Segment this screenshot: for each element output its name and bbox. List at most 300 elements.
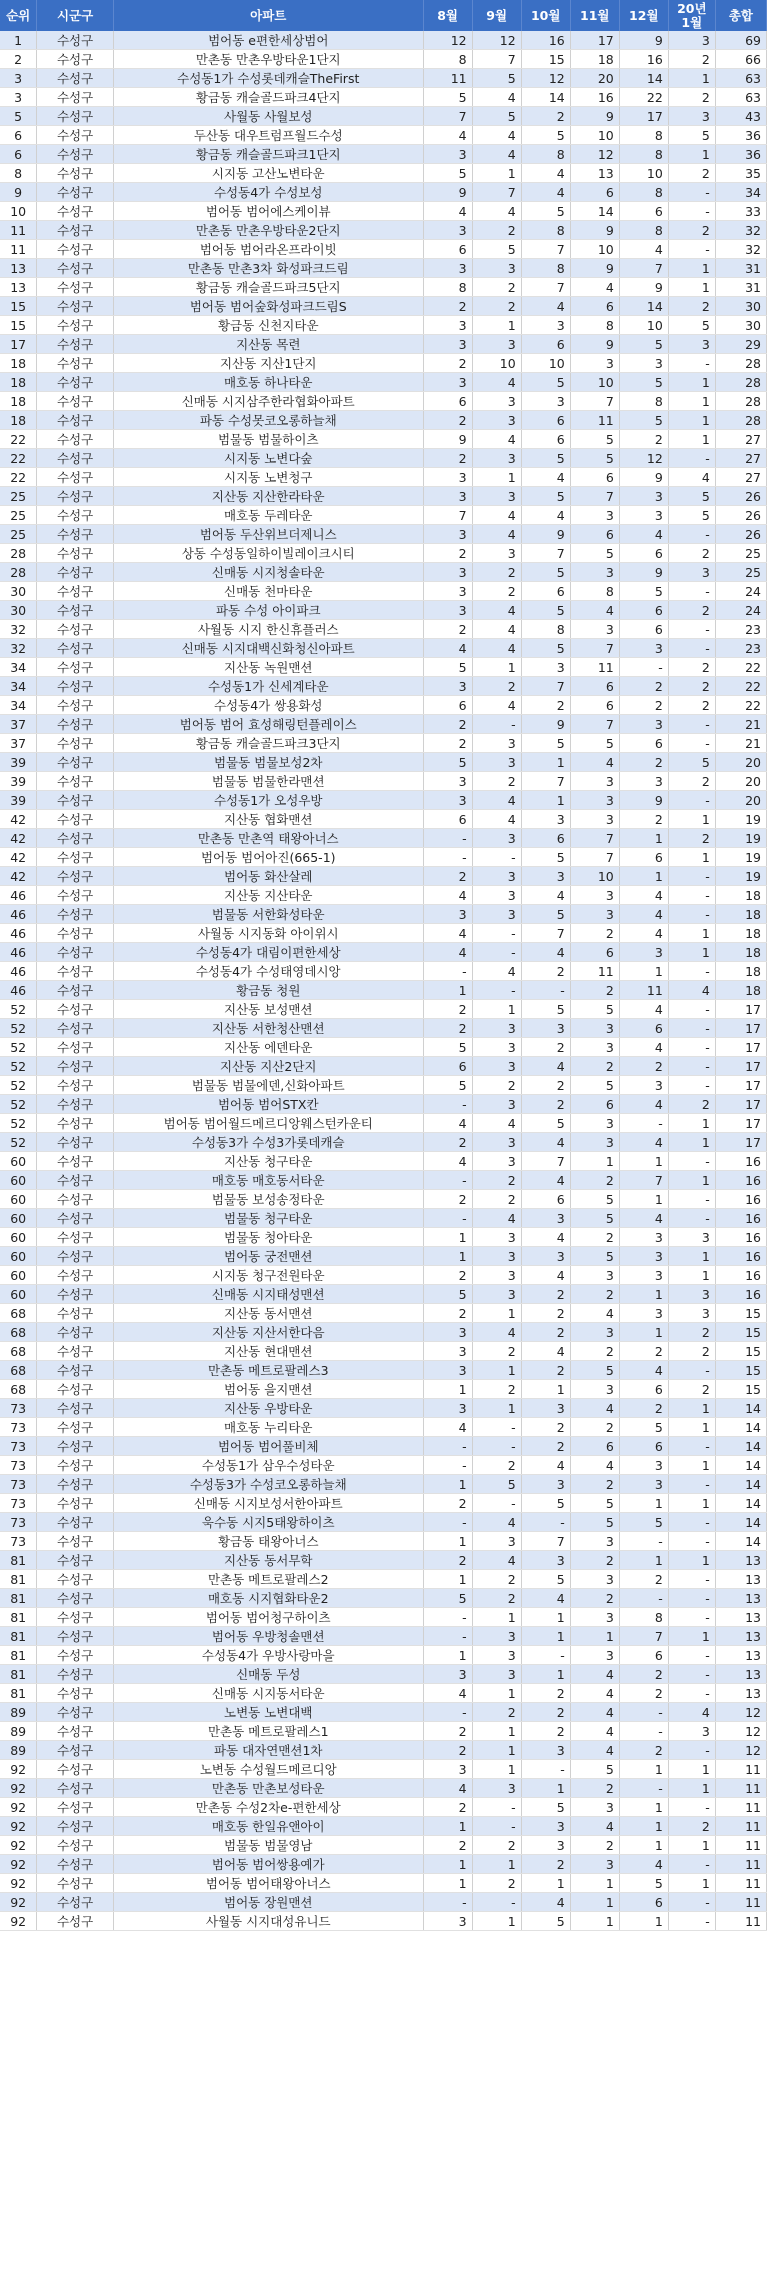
- aug-cell: 3: [423, 487, 472, 506]
- nov-cell: 2: [570, 1418, 619, 1437]
- jan-cell: -: [668, 1057, 715, 1076]
- aug-cell: 1: [423, 1380, 472, 1399]
- apartment-cell: 지산동 지산한라타운: [113, 487, 423, 506]
- rank-cell: 81: [0, 1551, 37, 1570]
- aug-cell: 2: [423, 1494, 472, 1513]
- total-cell: 16: [715, 1247, 766, 1266]
- table-row: [0, 715, 767, 734]
- aug-cell: 2: [423, 1304, 472, 1323]
- table-row: [0, 392, 767, 411]
- apartment-cell: 매호동 하나타운: [113, 373, 423, 392]
- district-cell: 수성구: [37, 183, 114, 202]
- jan-cell: -: [668, 734, 715, 753]
- jan-cell: 2: [668, 677, 715, 696]
- nov-cell: 2: [570, 1475, 619, 1494]
- dec-cell: 2: [619, 1399, 668, 1418]
- nov-cell: 2: [570, 1836, 619, 1855]
- jan-cell: 2: [668, 88, 715, 107]
- oct-cell: 3: [521, 1247, 570, 1266]
- aug-cell: 5: [423, 164, 472, 183]
- district-cell: 수성구: [37, 1779, 114, 1798]
- sep-cell: 2: [472, 221, 521, 240]
- oct-cell: 5: [521, 1114, 570, 1133]
- district-cell: 수성구: [37, 620, 114, 639]
- column-header-district: 시군구: [37, 0, 114, 31]
- sep-cell: 3: [472, 1266, 521, 1285]
- total-cell: 11: [715, 1893, 766, 1912]
- apartment-cell: 황금동 캐슬골드파크3단지: [113, 734, 423, 753]
- district-cell: 수성구: [37, 1722, 114, 1741]
- district-cell: 수성구: [37, 506, 114, 525]
- district-cell: 수성구: [37, 1874, 114, 1893]
- dec-cell: 11: [619, 981, 668, 1000]
- sep-cell: 3: [472, 1665, 521, 1684]
- oct-cell: 7: [521, 278, 570, 297]
- jan-cell: 2: [668, 544, 715, 563]
- apartment-cell: 수성동4가 우방사랑마을: [113, 1646, 423, 1665]
- oct-cell: 3: [521, 1817, 570, 1836]
- apartment-cell: 범물동 범물보성2차: [113, 753, 423, 772]
- dec-cell: 4: [619, 1000, 668, 1019]
- total-cell: 19: [715, 810, 766, 829]
- rank-cell: 18: [0, 411, 37, 430]
- total-cell: 28: [715, 354, 766, 373]
- nov-cell: 4: [570, 1817, 619, 1836]
- aug-cell: 3: [423, 1760, 472, 1779]
- sep-cell: 4: [472, 525, 521, 544]
- rank-cell: 28: [0, 544, 37, 563]
- apartment-cell: 매호동 누리타운: [113, 1418, 423, 1437]
- table-row: [0, 753, 767, 772]
- oct-cell: 8: [521, 221, 570, 240]
- apartment-cell: 파동 수성 아이파크: [113, 601, 423, 620]
- sep-cell: 4: [472, 430, 521, 449]
- table-row: [0, 791, 767, 810]
- nov-cell: 1: [570, 1627, 619, 1646]
- jan-cell: 1: [668, 145, 715, 164]
- oct-cell: 15: [521, 50, 570, 69]
- dec-cell: 4: [619, 1133, 668, 1152]
- aug-cell: 4: [423, 126, 472, 145]
- aug-cell: 6: [423, 696, 472, 715]
- oct-cell: 7: [521, 1152, 570, 1171]
- apartment-cell: 만촌동 메트로팔레스3: [113, 1361, 423, 1380]
- apartment-cell: 수성동4가 대림이편한세상: [113, 943, 423, 962]
- apartment-cell: 사월동 시지 한신휴플러스: [113, 620, 423, 639]
- rank-cell: 34: [0, 677, 37, 696]
- jan-cell: 1: [668, 1494, 715, 1513]
- oct-cell: 4: [521, 1171, 570, 1190]
- aug-cell: 7: [423, 506, 472, 525]
- total-cell: 22: [715, 696, 766, 715]
- aug-cell: 2: [423, 867, 472, 886]
- apartment-cell: 노변동 수성월드메르디앙: [113, 1760, 423, 1779]
- sep-cell: 2: [472, 1076, 521, 1095]
- total-cell: 31: [715, 278, 766, 297]
- table-row: [0, 1038, 767, 1057]
- aug-cell: -: [423, 1513, 472, 1532]
- jan-cell: 5: [668, 316, 715, 335]
- apartment-cell: 황금동 태왕아너스: [113, 1532, 423, 1551]
- rank-cell: 25: [0, 525, 37, 544]
- nov-cell: 6: [570, 677, 619, 696]
- table-row: [0, 240, 767, 259]
- total-cell: 12: [715, 1741, 766, 1760]
- dec-cell: 3: [619, 1456, 668, 1475]
- sep-cell: 2: [472, 1456, 521, 1475]
- apartment-cell: 지산동 우방타운: [113, 1399, 423, 1418]
- jan-cell: -: [668, 1798, 715, 1817]
- sep-cell: 3: [472, 1247, 521, 1266]
- nov-cell: 7: [570, 639, 619, 658]
- jan-cell: -: [668, 1532, 715, 1551]
- sep-cell: 4: [472, 791, 521, 810]
- nov-cell: 3: [570, 1038, 619, 1057]
- sep-cell: 4: [472, 506, 521, 525]
- total-cell: 11: [715, 1798, 766, 1817]
- total-cell: 13: [715, 1589, 766, 1608]
- oct-cell: 4: [521, 506, 570, 525]
- oct-cell: 6: [521, 335, 570, 354]
- rank-cell: 52: [0, 1076, 37, 1095]
- aug-cell: 2: [423, 297, 472, 316]
- oct-cell: 3: [521, 1019, 570, 1038]
- district-cell: 수성구: [37, 1228, 114, 1247]
- sep-cell: 4: [472, 1114, 521, 1133]
- dec-cell: 6: [619, 848, 668, 867]
- district-cell: 수성구: [37, 1437, 114, 1456]
- sep-cell: 2: [472, 1342, 521, 1361]
- aug-cell: 1: [423, 1532, 472, 1551]
- rank-cell: 81: [0, 1646, 37, 1665]
- dec-cell: 2: [619, 1741, 668, 1760]
- total-cell: 29: [715, 335, 766, 354]
- jan-cell: 4: [668, 468, 715, 487]
- apartment-cell: 수성동1가 삼우수성타운: [113, 1456, 423, 1475]
- oct-cell: 3: [521, 1551, 570, 1570]
- apartment-cell: 두산동 대우트럼프월드수성: [113, 126, 423, 145]
- sep-cell: -: [472, 1418, 521, 1437]
- jan-cell: -: [668, 1437, 715, 1456]
- dec-cell: 9: [619, 468, 668, 487]
- aug-cell: 4: [423, 1152, 472, 1171]
- aug-cell: 9: [423, 183, 472, 202]
- table-row: [0, 1095, 767, 1114]
- nov-cell: 2: [570, 1171, 619, 1190]
- nov-cell: 1: [570, 1893, 619, 1912]
- nov-cell: 1: [570, 1152, 619, 1171]
- oct-cell: 3: [521, 867, 570, 886]
- dec-cell: 3: [619, 1304, 668, 1323]
- jan-cell: -: [668, 183, 715, 202]
- total-cell: 22: [715, 658, 766, 677]
- oct-cell: 4: [521, 1228, 570, 1247]
- rank-cell: 46: [0, 981, 37, 1000]
- jan-cell: 1: [668, 430, 715, 449]
- sep-cell: 2: [472, 582, 521, 601]
- sep-cell: 4: [472, 601, 521, 620]
- total-cell: 18: [715, 924, 766, 943]
- district-cell: 수성구: [37, 1247, 114, 1266]
- table-row: [0, 316, 767, 335]
- sep-cell: -: [472, 1494, 521, 1513]
- table-row: [0, 1323, 767, 1342]
- total-cell: 26: [715, 506, 766, 525]
- sep-cell: 4: [472, 1323, 521, 1342]
- apartment-cell: 만촌동 만촌역 태왕아너스: [113, 829, 423, 848]
- table-row: [0, 1190, 767, 1209]
- rank-cell: 68: [0, 1342, 37, 1361]
- nov-cell: 6: [570, 297, 619, 316]
- rank-cell: 52: [0, 1000, 37, 1019]
- rank-cell: 89: [0, 1741, 37, 1760]
- jan-cell: 5: [668, 487, 715, 506]
- rank-cell: 42: [0, 810, 37, 829]
- rank-cell: 28: [0, 563, 37, 582]
- total-cell: 19: [715, 848, 766, 867]
- nov-cell: 4: [570, 753, 619, 772]
- oct-cell: 1: [521, 1627, 570, 1646]
- dec-cell: 3: [619, 487, 668, 506]
- aug-cell: 3: [423, 525, 472, 544]
- sep-cell: 3: [472, 392, 521, 411]
- oct-cell: 2: [521, 1285, 570, 1304]
- apartment-cell: 수성동1가 신세계타운: [113, 677, 423, 696]
- district-cell: 수성구: [37, 69, 114, 88]
- total-cell: 11: [715, 1912, 766, 1931]
- nov-cell: 4: [570, 1703, 619, 1722]
- oct-cell: 5: [521, 1570, 570, 1589]
- aug-cell: 3: [423, 468, 472, 487]
- column-header-apartment: 아파트: [113, 0, 423, 31]
- rank-cell: 22: [0, 449, 37, 468]
- rank-cell: 34: [0, 658, 37, 677]
- jan-cell: -: [668, 791, 715, 810]
- jan-cell: -: [668, 449, 715, 468]
- table-row: [0, 1779, 767, 1798]
- jan-cell: 1: [668, 1418, 715, 1437]
- oct-cell: 1: [521, 1608, 570, 1627]
- sep-cell: 3: [472, 1627, 521, 1646]
- dec-cell: 3: [619, 715, 668, 734]
- apartment-cell: 신매동 시지태성맨션: [113, 1285, 423, 1304]
- nov-cell: 7: [570, 392, 619, 411]
- rank-cell: 30: [0, 582, 37, 601]
- sep-cell: 5: [472, 69, 521, 88]
- total-cell: 25: [715, 563, 766, 582]
- rank-cell: 25: [0, 487, 37, 506]
- rank-cell: 15: [0, 297, 37, 316]
- total-cell: 13: [715, 1665, 766, 1684]
- jan-cell: -: [668, 1570, 715, 1589]
- sep-cell: 5: [472, 107, 521, 126]
- dec-cell: 3: [619, 506, 668, 525]
- table-row: [0, 1627, 767, 1646]
- jan-cell: 2: [668, 50, 715, 69]
- dec-cell: 4: [619, 1038, 668, 1057]
- apartment-cell: 지산동 지산1단지: [113, 354, 423, 373]
- dec-cell: 3: [619, 772, 668, 791]
- aug-cell: 4: [423, 1684, 472, 1703]
- dec-cell: -: [619, 1722, 668, 1741]
- aug-cell: 1: [423, 1646, 472, 1665]
- total-cell: 16: [715, 1228, 766, 1247]
- jan-cell: 3: [668, 335, 715, 354]
- dec-cell: 1: [619, 1912, 668, 1931]
- district-cell: 수성구: [37, 1190, 114, 1209]
- rank-cell: 39: [0, 772, 37, 791]
- apartment-cell: 지산동 지산타운: [113, 886, 423, 905]
- oct-cell: 7: [521, 924, 570, 943]
- aug-cell: 3: [423, 1912, 472, 1931]
- total-cell: 17: [715, 1038, 766, 1057]
- rank-cell: 92: [0, 1855, 37, 1874]
- sep-cell: 3: [472, 886, 521, 905]
- jan-cell: -: [668, 639, 715, 658]
- dec-cell: 5: [619, 411, 668, 430]
- total-cell: 30: [715, 297, 766, 316]
- oct-cell: -: [521, 1760, 570, 1779]
- aug-cell: 3: [423, 563, 472, 582]
- sep-cell: 2: [472, 1836, 521, 1855]
- dec-cell: 4: [619, 240, 668, 259]
- district-cell: 수성구: [37, 202, 114, 221]
- aug-cell: 5: [423, 1038, 472, 1057]
- rank-cell: 60: [0, 1209, 37, 1228]
- district-cell: 수성구: [37, 1057, 114, 1076]
- total-cell: 28: [715, 411, 766, 430]
- table-row: [0, 563, 767, 582]
- sep-cell: 3: [472, 449, 521, 468]
- nov-cell: 9: [570, 335, 619, 354]
- aug-cell: 3: [423, 582, 472, 601]
- apartment-cell: 만촌동 만촌우방타운1단지: [113, 50, 423, 69]
- aug-cell: 4: [423, 1114, 472, 1133]
- table-row: [0, 221, 767, 240]
- oct-cell: 3: [521, 1209, 570, 1228]
- district-cell: 수성구: [37, 1380, 114, 1399]
- rank-cell: 92: [0, 1893, 37, 1912]
- table-row: [0, 1494, 767, 1513]
- sep-cell: 3: [472, 1532, 521, 1551]
- oct-cell: 16: [521, 31, 570, 50]
- rank-cell: 46: [0, 924, 37, 943]
- nov-cell: 2: [570, 1779, 619, 1798]
- aug-cell: 1: [423, 1855, 472, 1874]
- sep-cell: 3: [472, 335, 521, 354]
- dec-cell: 1: [619, 1190, 668, 1209]
- total-cell: 32: [715, 240, 766, 259]
- total-cell: 69: [715, 31, 766, 50]
- sep-cell: 4: [472, 1513, 521, 1532]
- sep-cell: 4: [472, 373, 521, 392]
- table-row: [0, 1684, 767, 1703]
- oct-cell: 5: [521, 487, 570, 506]
- total-cell: 31: [715, 259, 766, 278]
- jan-cell: -: [668, 962, 715, 981]
- jan-cell: -: [668, 1000, 715, 1019]
- table-row: [0, 1874, 767, 1893]
- jan-cell: -: [668, 1684, 715, 1703]
- oct-cell: 14: [521, 88, 570, 107]
- rank-cell: 60: [0, 1247, 37, 1266]
- jan-cell: 1: [668, 392, 715, 411]
- total-cell: 26: [715, 525, 766, 544]
- district-cell: 수성구: [37, 1456, 114, 1475]
- district-cell: 수성구: [37, 335, 114, 354]
- total-cell: 16: [715, 1152, 766, 1171]
- apartment-cell: 범어동 을지맨션: [113, 1380, 423, 1399]
- jan-cell: 5: [668, 506, 715, 525]
- rank-cell: 13: [0, 259, 37, 278]
- dec-cell: 6: [619, 1646, 668, 1665]
- nov-cell: 4: [570, 278, 619, 297]
- oct-cell: 4: [521, 1133, 570, 1152]
- oct-cell: 6: [521, 411, 570, 430]
- jan-cell: 1: [668, 810, 715, 829]
- dec-cell: 8: [619, 126, 668, 145]
- jan-cell: 2: [668, 1095, 715, 1114]
- sep-cell: 7: [472, 50, 521, 69]
- table-row: [0, 297, 767, 316]
- total-cell: 24: [715, 582, 766, 601]
- rank-cell: 68: [0, 1380, 37, 1399]
- rank-cell: 37: [0, 734, 37, 753]
- rank-cell: 46: [0, 905, 37, 924]
- district-cell: 수성구: [37, 924, 114, 943]
- table-row: [0, 1760, 767, 1779]
- sep-cell: 1: [472, 1000, 521, 1019]
- oct-cell: 5: [521, 1912, 570, 1931]
- sep-cell: 2: [472, 772, 521, 791]
- table-row: [0, 1114, 767, 1133]
- district-cell: 수성구: [37, 1798, 114, 1817]
- aug-cell: 3: [423, 335, 472, 354]
- sep-cell: 2: [472, 297, 521, 316]
- rank-cell: 92: [0, 1760, 37, 1779]
- oct-cell: 1: [521, 791, 570, 810]
- apartment-cell: 지산동 서한청산맨션: [113, 1019, 423, 1038]
- oct-cell: 1: [521, 1380, 570, 1399]
- rank-cell: 32: [0, 639, 37, 658]
- rank-cell: 3: [0, 88, 37, 107]
- table-row: [0, 1342, 767, 1361]
- rank-cell: 60: [0, 1152, 37, 1171]
- total-cell: 11: [715, 1836, 766, 1855]
- dec-cell: 10: [619, 164, 668, 183]
- jan-cell: -: [668, 905, 715, 924]
- aug-cell: 5: [423, 1589, 472, 1608]
- table-row: [0, 962, 767, 981]
- dec-cell: 5: [619, 335, 668, 354]
- nov-cell: 3: [570, 1855, 619, 1874]
- district-cell: 수성구: [37, 50, 114, 69]
- aug-cell: 1: [423, 1570, 472, 1589]
- table-row: [0, 1361, 767, 1380]
- dec-cell: 17: [619, 107, 668, 126]
- jan-cell: -: [668, 867, 715, 886]
- aug-cell: 2: [423, 1798, 472, 1817]
- sep-cell: 3: [472, 487, 521, 506]
- sep-cell: 4: [472, 88, 521, 107]
- rank-cell: 81: [0, 1608, 37, 1627]
- column-header-nov: 11월: [570, 0, 619, 31]
- oct-cell: 4: [521, 886, 570, 905]
- total-cell: 16: [715, 1266, 766, 1285]
- nov-cell: 2: [570, 1551, 619, 1570]
- sep-cell: 12: [472, 31, 521, 50]
- sep-cell: 3: [472, 1152, 521, 1171]
